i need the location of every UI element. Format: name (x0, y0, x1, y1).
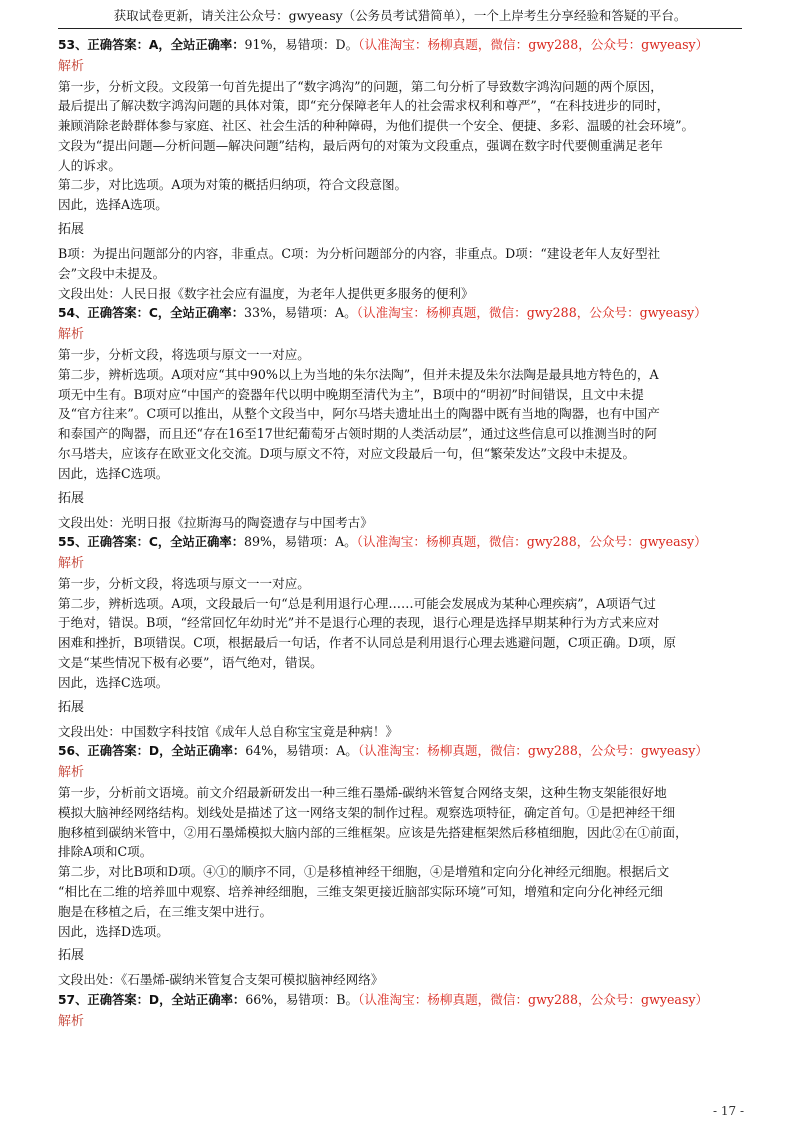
q57-wrong: 易错项：B。 (285, 992, 359, 1008)
q55-answer: C， (148, 535, 171, 550)
q55-wrong: 易错项：A。 (284, 534, 357, 550)
q56-promo: （认准淘宝：杨柳真题，微信：gwy288，公众号：gwyeasy） (357, 743, 708, 759)
q55-rate-label: 全站正确率： (170, 535, 245, 550)
q54-line-5: 和泰国产的陶器，而且还“存在16至17世纪葡萄牙占领时期的人类活动层”，通过这些信息可以推测当时的阿 (58, 426, 658, 442)
question-53-answer-line (58, 35, 746, 56)
q56-answer: D， (148, 744, 172, 759)
q53-promo: （认准淘宝：杨柳真题，微信：gwy288，公众号：gwyeasy） (358, 37, 709, 52)
page-content (58, 35, 746, 1032)
q55-extension-label: 拓展 (58, 699, 85, 715)
question-57-answer-line (58, 990, 746, 1011)
question-56-answer-line (58, 741, 746, 762)
q56-line-3: 胞移植到碳纳米管中，②用石墨烯模拟大脑内部的三维框架。应该是先搭建框架然后移植细胞，因此②在①前面， (58, 824, 688, 840)
q54-extension-label: 拓展 (58, 490, 85, 506)
q54-line-4: 及“官方往来”。C项可以推出，从整个文段当中，阿尔马塔夫遗址出土的陶器中既有当地的陶器，也有中国产 (58, 406, 660, 422)
q53-rate: 91%， (244, 37, 286, 52)
q55-line-6: 因此，选择C选项。 (58, 674, 169, 690)
q56-line-7: 胞是在移植之后，在三维支架中进行。 (58, 903, 273, 919)
q54-number: 54、正确答案： (58, 306, 149, 321)
q57-answer: D， (148, 993, 172, 1008)
q54-line-2: 第二步，辨析选项。A项对应“其中90%以上为当地的朱尔法陶”，但并未提及朱尔法陶是最具地方特色的，A (58, 366, 659, 382)
q54-source: 文段出处：光明日报《拉斯海马的陶瓷遗存与中国考古》 (58, 514, 373, 530)
q55-rate: 89%， (244, 534, 285, 550)
page-header (58, 6, 742, 29)
q55-analysis-label: 解析 (58, 555, 85, 571)
q56-wrong: 易错项：A。 (285, 743, 358, 759)
q53-ext-line-1: B项：为提出问题部分的内容，非重点。C项：为分析问题部分的内容，非重点。D项：“建设老年人友好型社 (58, 246, 661, 262)
q55-line-3: 于绝对，错误。B项，“经常回忆年幼时光”并不是退行心理的表现，退行心理是选择早期某种行为方式来应对 (58, 615, 660, 631)
q56-rate: 64%， (245, 743, 286, 759)
q54-line-6: 尔马塔夫，应该存在欧亚文化交流。D项与原文不符，对应文段最后一句，但“繁荣发达”文段中未提及。 (58, 445, 636, 461)
q55-number: 55、正确答案： (58, 535, 149, 550)
q56-line-4: 排除A项和C项。 (58, 844, 153, 860)
q55-line-5: 文是“某些情况下极有必要”，语气绝对，错误。 (58, 655, 323, 671)
q54-rate-label: 全站正确率： (170, 306, 245, 321)
q56-line-2: 模拟大脑神经网络结构。划线处是描述了这一网络支架的制作过程。观察选项特征，确定首句。①是把神经干细 (58, 804, 676, 820)
q56-number: 56、正确答案： (58, 744, 149, 759)
q56-line-1: 第一步，分析前文语境。前文介绍最新研发出一种三维石墨烯-碳纳米管复合网络支架，这种生物支架能很好地 (58, 784, 667, 800)
q53-line-2: 最后提出了解决数字鸿沟问题的具体对策，即“充分保障老年人的社会需求权利和尊严”，“在科技进步的同时， (58, 98, 670, 114)
q53-line-7: 因此，选择A选项。 (58, 197, 168, 213)
q56-analysis-label: 解析 (58, 764, 85, 780)
q53-rate-label: 全站正确率： (170, 38, 245, 52)
q54-line-3: 项无中生有。B项对应“中国产的瓷器年代以明中晚期至清代为主”，B项中的“明初”时间错误，且文中未提 (58, 386, 644, 402)
q54-line-1: 第一步，分析文段，将选项与原文一一对应。 (58, 346, 310, 362)
q54-rate: 33%， (244, 305, 285, 321)
q54-promo: （认准淘宝：杨柳真题，微信：gwy288，公众号：gwyeasy） (356, 305, 707, 321)
q54-line-7: 因此，选择C选项。 (58, 465, 169, 481)
q53-extension-label: 拓展 (58, 222, 85, 238)
q55-promo: （认准淘宝：杨柳真题，微信：gwy288，公众号：gwyeasy） (356, 534, 707, 550)
q55-line-4: 困难和挫折，B项错误。C项，根据最后一句话，作者不认同总是利用退行心理去逃避问题，C项正确。D项，原 (58, 635, 676, 651)
q57-analysis-label: 解析 (58, 1013, 85, 1029)
q56-rate-label: 全站正确率： (171, 744, 246, 759)
q53-number: 53、正确答案： (58, 38, 149, 52)
q55-source: 文段出处：中国数字科技馆《成年人总自称宝宝竟是种病！》 (58, 723, 399, 739)
q53-line-1: 第一步，分析文段。文段第一句首先提出了“数字鸿沟”的问题，第二句分析了导致数字鸿沟问题的两个原因， (58, 78, 663, 94)
q53-line-4: 文段为“提出问题—分析问题—解决问题”结构，最后两句的对策为文段重点，强调在数字时代要侧重满足老年 (58, 137, 663, 153)
q57-number: 57、正确答案： (58, 993, 149, 1008)
q53-wrong: 易错项：D。 (285, 37, 359, 52)
q57-rate-label: 全站正确率： (171, 993, 246, 1008)
q56-line-6: “相比在二维的培养皿中观察、培养神经细胞，三维支架更接近脑部实际环境”可知，增殖和定向分化神经元细 (58, 883, 663, 899)
page-number: - 17 - (712, 1104, 744, 1118)
question-55-answer-line (58, 532, 746, 553)
q53-line-3: 兼顾消除老龄群体参与家庭、社区、社会生活的种种障碍，为他们提供一个安全、便捷、多彩、温暖的社会环境”。 (58, 118, 695, 134)
question-54-answer-line (58, 303, 746, 324)
q55-line-1: 第一步，分析文段，将选项与原文一一对应。 (58, 575, 310, 591)
q56-extension-label: 拓展 (58, 948, 85, 964)
q53-answer: A， (148, 38, 171, 52)
q54-analysis-label: 解析 (58, 326, 85, 342)
q54-answer: C， (148, 306, 171, 321)
q53-analysis-label: 解析 (58, 58, 85, 74)
q54-wrong: 易错项：A。 (284, 305, 357, 321)
q57-rate: 66%， (245, 992, 286, 1008)
q55-line-2: 第二步，辨析选项。A项，文段最后一句“总是利用退行心理……可能会发展成为某种心理疾病”，A项语气过 (58, 595, 656, 611)
q57-promo: （认准淘宝：杨柳真题，微信：gwy288，公众号：gwyeasy） (358, 992, 709, 1008)
q56-line-8: 因此，选择D选项。 (58, 923, 169, 939)
q53-source: 文段出处：人民日报《数字社会应有温度，为老年人提供更多服务的便利》 (58, 285, 474, 301)
header-text: 获取试卷更新，请关注公众号：gwyeasy（公务员考试猎简单），一个上岸考生分享经验和答疑的平台。 (113, 8, 687, 23)
q56-line-5: 第二步，对比B项和D项。④①的顺序不同，①是移植神经干细胞，④是增殖和定向分化神经元细胞。根据后文 (58, 864, 670, 880)
q56-source: 文段出处：《石墨烯-碳纳米管复合支架可模拟脑神经网络》 (58, 972, 384, 988)
q53-line-6: 第二步，对比选项。A项为对策的概括归纳项，符合文段意图。 (58, 177, 408, 193)
q53-line-5: 人的诉求。 (58, 157, 121, 173)
q53-ext-line-2: 会”文段中未提及。 (58, 265, 166, 281)
